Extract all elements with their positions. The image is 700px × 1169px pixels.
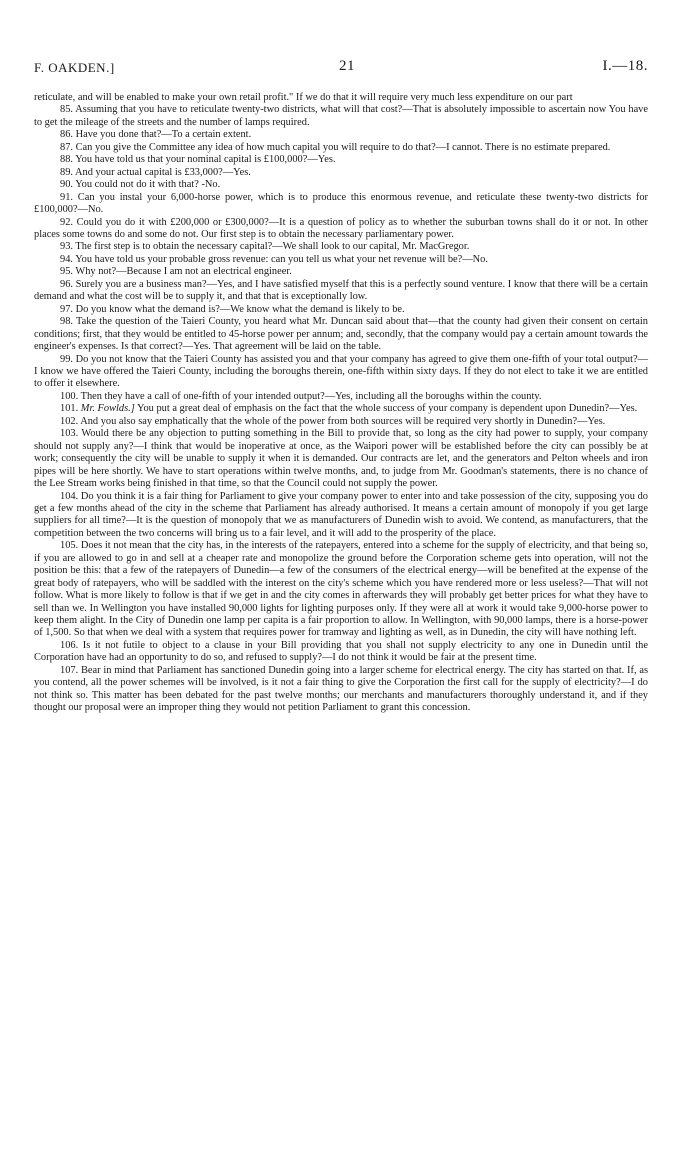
question-number: 91.: [60, 191, 73, 203]
paragraph-text: You have told us that your nominal capital is £100,000?—Yes.: [75, 154, 336, 166]
paragraph-text: Do you know what the demand is?—We know what the demand is likely to be.: [75, 303, 405, 315]
paragraph: [34, 354, 648, 391]
question-number: 106.: [60, 639, 79, 651]
paragraph-text: Bear in mind that Parliament has sanctioned Dunedin going into a larger scheme for electrical energy. The city has started on that. If, as you contend, all the power schemes will be involved, is it not a fair thing to give the Corporation the first call for the supply of electricity?—I do not think so. This matter has been debated for the past twelve months; our merchants and manufacturers thoroughly understand it, and if they thought our proposal were an improper thing they would not petition Parliament to grant this concession.: [34, 664, 648, 714]
paragraph-text: Surely you are a business man?—Yes, and I have satisfied myself that this is a perfectly sound venture. I know that there will be a certain demand and what the cost will be to supply it, and that that is exceptionally low.: [34, 278, 648, 303]
paragraph: [34, 491, 648, 541]
paragraph: [34, 403, 648, 415]
question-number: 87.: [60, 141, 73, 153]
paragraph: [34, 167, 648, 179]
question-number: 97.: [60, 303, 73, 315]
paragraph: [34, 391, 648, 403]
paragraph-text: Why not?—Because I am not an electrical engineer.: [75, 266, 292, 278]
question-number: 89.: [60, 166, 73, 178]
question-number: 99.: [60, 353, 73, 365]
question-number: 104.: [60, 490, 79, 502]
paragraph-text: And your actual capital is £33,000?—Yes.: [75, 166, 251, 178]
paragraph-text: Can you give the Committee any idea of how much capital you will require to do that?—I cannot. There is no estimate prepared.: [75, 141, 611, 153]
paragraph: [34, 154, 648, 166]
paragraph-text: Can you instal your 6,000-horse power, which is to produce this enormous revenue, and reticulate these twenty-two districts for £100,000?—No.: [34, 191, 648, 216]
paragraph: [34, 92, 648, 104]
speaker-name: Mr. Fowlds.]: [80, 403, 135, 415]
paragraph-text: You have told us your probable gross revenue: can you tell us what your net revenue will be?—No.: [75, 253, 488, 265]
question-number: 94.: [60, 253, 73, 265]
paragraph-text: Is it not futile to object to a clause in your Bill providing that you shall not supply electricity to any one in Dunedin until the Corporation have had an opportunity to do so, and refused to supply?—I do not think it would be fair at the present time.: [34, 639, 648, 664]
question-number: 92.: [60, 216, 73, 228]
question-number: 96.: [60, 278, 73, 290]
paragraph: [34, 254, 648, 266]
paragraph: [34, 104, 648, 129]
paragraph-text: Does it not mean that the city has, in the interests of the ratepayers, entered into a scheme for the supply of electricity, and that being so, if you are allowed to go in and sell at a cheaper rate and monopolize the ground before the Corporation scheme gets into operation, will not the position be this: that a few of the ratepayers of Dunedin—a few of the consumers of the electrical energy—will be benefited at the expense of the great body of ratepayers, who will be saddled with the interest on the city's scheme which you have rendered more or less useless?—That will not follow. What is more likely to follow is that if we get in and the city comes in afterwards they will probably get better prices for what they have to sell than we. In Wellington you have installed 90,000 lights for lighting purposes only. If they were all at work it would take 9,000-horse power to keep them alight. In the City of Dunedin one lamp per capita is a fair proportion to allow. In Wellington, with 90,000 lamps, there is a horse-power of 1,500. So that when we deal with a system that requires power for tramway and lighting as well, as in Dunedin, the city will have nothing left.: [34, 540, 648, 639]
paragraph-text: Do you not know that the Taieri County has assisted you and that your company has agreed to give them one-fifth of your total output?—I know we have offered the Taieri County, including the boroughs therein, one-fifth within sixty days. If they do not elect to take it we are entitled to offer it elsewhere.: [34, 353, 648, 390]
paragraph: [34, 640, 648, 665]
paragraph: [34, 241, 648, 253]
paragraph-text: The first step is to obtain the necessary capital?—We shall look to our capital, Mr. MacGregor.: [75, 241, 470, 253]
paragraph-text: Would there be any objection to putting something in the Bill to provide that, so long as the city had power to supply, your company should not supply any?—I think that would be inoperative at once, as the Waipori power will be established before the city can possibly be at work; consequently the city will be unable to supply it when it is demanded. Our contracts are let, and the generators and Pelton wheels and iron pipes will be here shortly. We have to start operations within twelve months, and, to judge from Mr. Goodman's statements, there is no chance of the Lee Stream works being finished in that time, so that the Council could not supply the power.: [34, 428, 648, 490]
paragraph-text: Do you think it is a fair thing for Parliament to give your company power to enter into and take possession of the city, supposing you do get a few months ahead of the city in the scheme that Parliament has already authorised. It means a certain amount of monopoly if you get large suppliers for all time?—It is the question of monopoly that we as manufacturers of Dunedin wish to avoid. We contend, as manufacturers, that the competition between the two concerns will bring us to a fair level, and it will add to the prosperity of the place.: [34, 490, 648, 539]
paragraph-text: Take the question of the Taieri County, you heard what Mr. Duncan said about that—that the county had given their consent on certain conditions; first, that they would be entitled to 45-horse power per annum; and, secondly, that the company would pay a certain amount towards the engineer's expenses. Is that correct?—Yes. That agreement will be laid on the table.: [34, 316, 648, 353]
question-number: 88.: [60, 154, 73, 166]
question-number: 107.: [60, 664, 79, 676]
question-number: 90.: [60, 179, 73, 191]
paragraph-text: reticulate, and will be enabled to make your own retail profit." If we do that it will require very much less expenditure on our part: [34, 92, 573, 103]
paragraph-text: Assuming that you have to reticulate twenty-two districts, what will that cost?—That is absolutely impossible to ascertain now You have to get the mileage of the streets and the number of lamps required.: [34, 104, 648, 128]
question-number: 102.: [60, 415, 79, 427]
paragraph: [34, 428, 648, 490]
question-number: 100.: [60, 390, 79, 402]
paragraph: [34, 540, 648, 640]
paragraph-text: Have you done that?—To a certain extent.: [75, 129, 252, 141]
paragraph-text: And you also say emphatically that the whole of the power from both sources will be required very shortly in Dunedin?—Yes.: [80, 415, 606, 427]
paragraph: [34, 217, 648, 242]
question-number: 85.: [60, 104, 73, 116]
question-number: 93.: [60, 241, 73, 253]
paragraph: [34, 665, 648, 715]
paragraph: [34, 316, 648, 353]
paragraph: [34, 266, 648, 278]
witness-name: F. OAKDEN.]: [34, 60, 115, 75]
question-number: 95.: [60, 266, 73, 278]
paragraph-text: Then they have a call of one-fifth of your intended output?—Yes, including all the boroughs within the county.: [80, 390, 542, 402]
paragraph: [34, 129, 648, 141]
document-reference: I.—18.: [602, 58, 648, 74]
paragraph-text: You could not do it with that? -No.: [75, 179, 221, 191]
question-number: 103.: [60, 428, 79, 440]
body-text: [34, 92, 648, 715]
paragraph: [34, 192, 648, 217]
question-number: 98.: [60, 316, 73, 328]
page-number: 21: [339, 58, 355, 74]
paragraph: [34, 304, 648, 316]
page-header: [34, 58, 648, 80]
question-number: 86.: [60, 129, 73, 141]
paragraph: [34, 179, 648, 191]
paragraph-text: You put a great deal of emphasis on the fact that the whole success of your company is dependent upon Dunedin?—Yes.: [134, 403, 638, 415]
paragraph: [34, 279, 648, 304]
paragraph: [34, 142, 648, 154]
question-number: 101.: [60, 403, 79, 415]
paragraph: [34, 416, 648, 428]
paragraph-text: Could you do it with £200,000 or £300,000?—It is a question of policy as to whether the suburban towns shall do it or not. In other places some towns do and some do not. Our first step is to obtain the necessary parliamentary power.: [34, 216, 648, 240]
question-number: 105.: [60, 540, 79, 552]
